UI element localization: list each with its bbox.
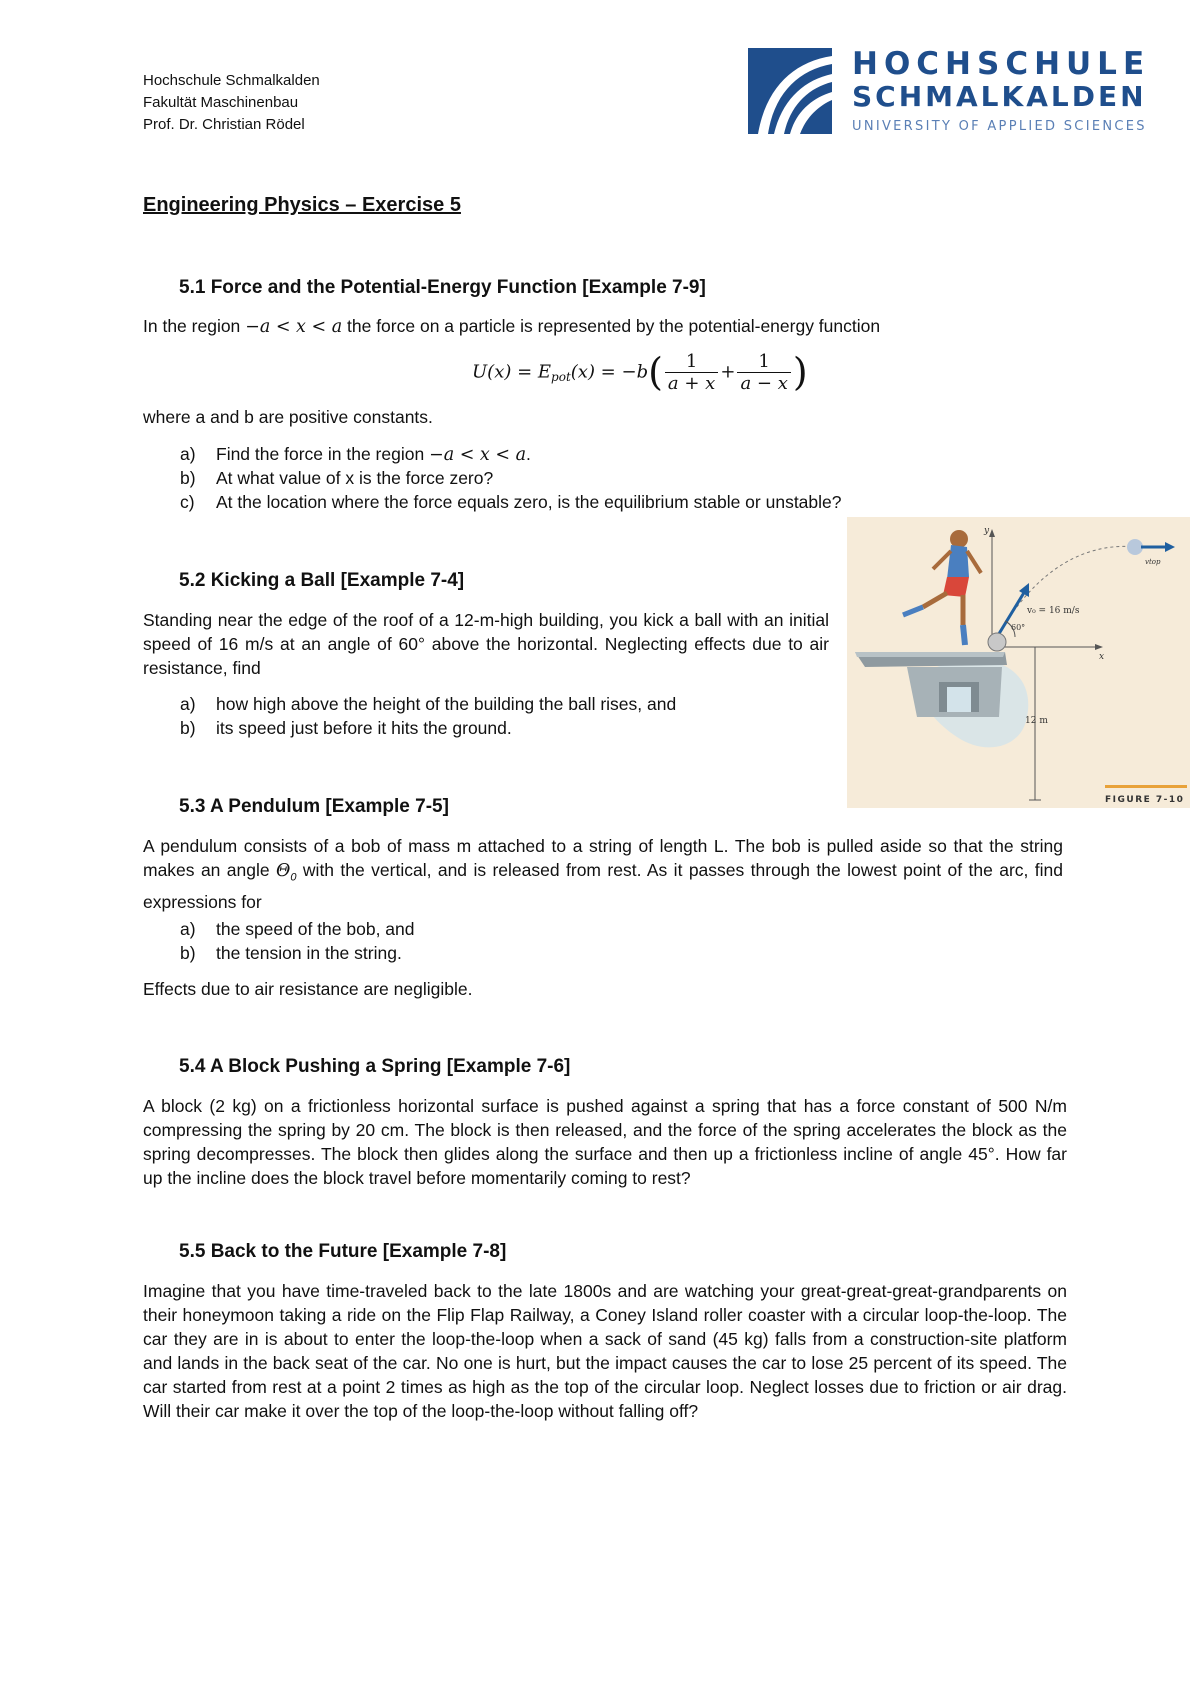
list-item-label: a) — [180, 694, 196, 714]
header-institution: Hochschule Schmalkalden — [143, 72, 320, 89]
kicking-ball-illustration — [847, 517, 1190, 808]
header-faculty: Fakultät Maschinenbau — [143, 94, 299, 111]
intro-text-after: the force on a particle is represented by the potential-energy function — [342, 316, 881, 336]
figure-caption: FIGURE 7-10 — [1105, 795, 1185, 805]
eq-plus: + — [720, 361, 736, 383]
fraction-1 — [665, 351, 718, 394]
section-5-2-body: Standing near the edge of the roof of a 12-m-high building, you kick a ball with an initial speed of 16 m/s at an angle of 60° above the horizontal. Neglecting effects due to air resistance, find — [143, 610, 829, 678]
logo-line-2: SCHMALKALDEN — [852, 80, 1147, 113]
section-5-2-heading: 5.2 Kicking a Ball [Example 7-4] — [179, 570, 465, 591]
item-math: −a < x < a — [429, 445, 527, 465]
item-text: Find the force in the region — [216, 444, 430, 464]
list-item-text: its speed just before it hits the ground. — [216, 718, 512, 738]
section-5-4-heading: 5.4 A Block Pushing a Spring [Example 7-6] — [179, 1056, 571, 1077]
list-item-label: b) — [180, 943, 196, 963]
section-5-1-intro — [143, 314, 1043, 339]
section-5-5-heading: 5.5 Back to the Future [Example 7-8] — [179, 1241, 507, 1262]
section-5-1-heading: 5.1 Force and the Potential-Energy Function [Example 7-9] — [179, 277, 706, 298]
theta-symbol: Θ — [276, 861, 291, 881]
frac2-den: a − x — [740, 372, 788, 394]
logo-line-3: UNIVERSITY OF APPLIED SCIENCES — [852, 119, 1147, 134]
eq-mid: (x) = −b — [570, 361, 649, 383]
section-5-4-body: A block (2 kg) on a frictionless horizontal surface is pushed against a spring that has a force constant of 500 N/m compressing the spring by 20 cm. The block is then released, and the force of the spring accelerates the block as the spring decompresses. The block then glides along the surface and then up a frictionless incline of angle 45°. How far up the incline does the block travel before momentarily coming to rest? — [143, 1096, 1067, 1188]
list-item-label: a) — [180, 919, 196, 939]
y-axis-label: y — [984, 526, 990, 536]
section-5-1-constants: where a and b are positive constants. — [143, 407, 433, 427]
section-5-5-body: Imagine that you have time-traveled back to the late 1800s and are watching your great-great-great-grandparents on their honeymoon taking a ride on the Flip Flap Railway, a Coney Island roller coaster with a circular loop-the-loop. The car they are in is about to enter the loop-the-loop when a sack of sand (45 kg) falls from a construction-site platform and lands in the back seat of the car. No one is hurt, but the impact causes the car to lose 25 percent of its speed. The car started from rest at a point 2 times as high as the top of the circular loop. Neglect losses due to friction or air drag. Will their car make it over the top of the loop-the-loop without falling off? — [143, 1281, 1067, 1421]
list-item-text: the speed of the bob, and — [216, 919, 415, 939]
x-axis-label: x — [1099, 652, 1105, 662]
vtop-label: vtop — [1145, 558, 1161, 566]
logo-mark-icon — [748, 48, 832, 134]
potential-energy-equation: $U(x) = E_{pot}(x) = -b$( $\frac{1}{a + x}$ + $\frac{1}{a - x}$ ) — [472, 350, 808, 394]
page-title: Engineering Physics – Exercise 5 — [143, 194, 461, 216]
frac2-num: 1 — [737, 351, 790, 373]
list-item-label: c) — [180, 492, 195, 512]
body-text-a: A pendulum consists of a bob of mass m attached to a string of length L. The bob is pulled aside so that the string makes an angle — [143, 836, 1063, 880]
body-text-b: with the vertical, and is released from rest. As it passes through the lowest point of the arc, find expressions for — [143, 860, 1063, 912]
section-5-3-heading: 5.3 A Pendulum [Example 7-5] — [179, 796, 449, 817]
eq-sub: pot — [551, 370, 571, 384]
velocity-label: v₀ = 16 m/s — [1027, 606, 1080, 616]
frac1-den: a + x — [667, 372, 716, 394]
eq-lhs: U(x) = E — [472, 361, 552, 383]
intro-text-before: In the region — [143, 316, 246, 336]
list-item-text: At what value of x is the force zero? — [216, 468, 494, 488]
list-item-label: a) — [180, 444, 196, 464]
section-5-3-body — [143, 834, 1063, 914]
list-item-text: the tension in the string. — [216, 943, 402, 963]
height-label: 12 m — [1025, 716, 1048, 726]
university-logo — [748, 46, 1151, 138]
theta-sub: 0 — [290, 871, 297, 884]
frac1-num: 1 — [665, 351, 718, 373]
header-professor: Prof. Dr. Christian Rödel — [143, 116, 305, 133]
fraction-2 — [737, 351, 790, 394]
logo-line-1: HOCHSCHULE — [852, 46, 1151, 82]
figure-kicking-ball — [847, 517, 1190, 808]
list-item-text: At the location where the force equals zero, is the equilibrium stable or unstable? — [216, 492, 842, 512]
item-after: . — [526, 444, 531, 464]
list-item-label: b) — [180, 468, 196, 488]
section-5-3-closing: Effects due to air resistance are negligible. — [143, 979, 473, 999]
region-math: −a < x < a — [245, 317, 343, 337]
list-item-text — [216, 442, 531, 467]
list-item-text: how high above the height of the building the ball rises, and — [216, 694, 677, 714]
list-item-label: b) — [180, 718, 196, 738]
angle-label: 60° — [1011, 623, 1026, 632]
